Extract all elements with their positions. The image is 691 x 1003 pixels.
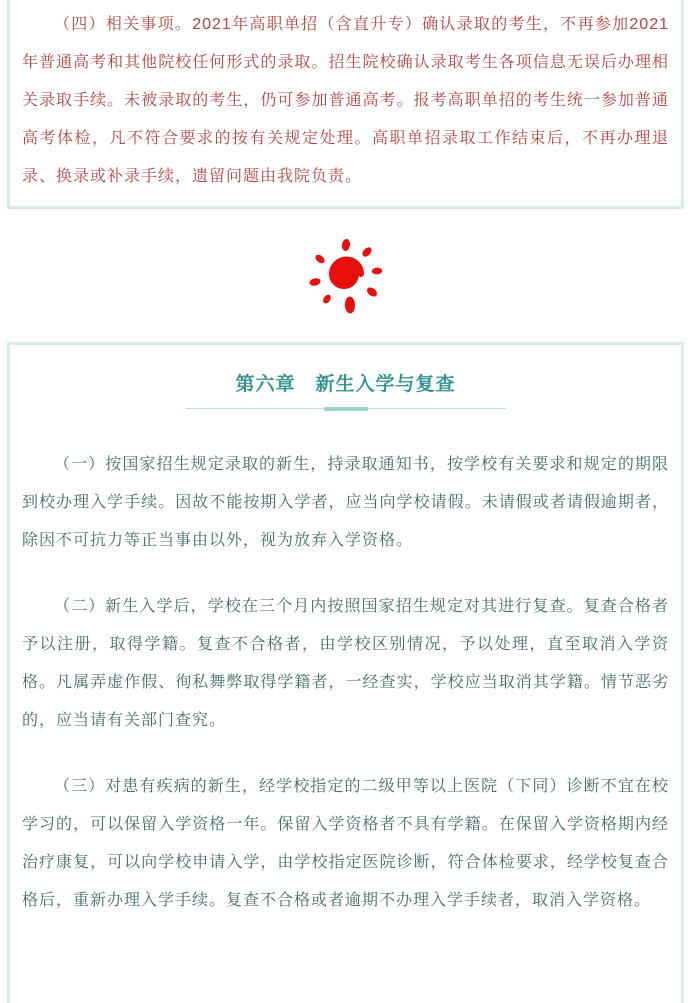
chapter-paragraph-1: （一）按国家招生规定录取的新生，持录取通知书，按学校有关要求和规定的期限到校办理入学手续。因故不能按期入学者，应当向学校请假。未请假或者请假逾期者，除因不可抗力等正当事由以外，视为放弃入学资格。 <box>22 456 669 549</box>
notice-card <box>7 0 684 209</box>
chapter-title-underline <box>186 406 506 412</box>
notice-paragraph: （四）相关事项。2021年高职单招（含直升专）确认录取的考生，不再参加2021年普通高考和其他院校任何形式的录取。招生院校确认录取考生各项信息无误后办理相关录取手续。未被录取的考生，仍可参加普通高考。报考高职单招的考生统一参加普通高考体检，凡不符合要求的按有关规定处理。高职单招录取工作结束后，不再办理退录、换录或补录手续，遗留问题由我院负责。 <box>22 16 669 185</box>
chapter-title: 第六章 新生入学与复查 <box>235 374 456 395</box>
chapter-card <box>7 342 684 1003</box>
underline-accent-bar <box>324 407 368 411</box>
section-divider <box>0 209 691 342</box>
chapter-paragraph-2: （二）新生入学后，学校在三个月内按照国家招生规定对其进行复查。复查合格者予以注册，取得学籍。复查不合格者，由学校区别情况，予以处理，直至取消入学资格。凡属弄虚作假、徇私舞弊取得学籍者，一经查实，学校应当取消其学籍。情节恶劣的，应当请有关部门查究。 <box>22 598 669 729</box>
chapter-paragraph-3: （三）对患有疾病的新生，经学校指定的二级甲等以上医院（下同）诊断不宜在校学习的，可以保留入学资格一年。保留入学资格者不具有学籍。在保留入学资格期内经治疗康复，可以向学校申请入学，由学校指定医院诊断，符合体检要求，经学校复查合格后，重新办理入学手续。复查不合格或者逾期不办理入学手续者，取消入学资格。 <box>22 778 669 909</box>
sun-spiral-icon <box>305 238 387 314</box>
chapter-header <box>22 369 669 396</box>
